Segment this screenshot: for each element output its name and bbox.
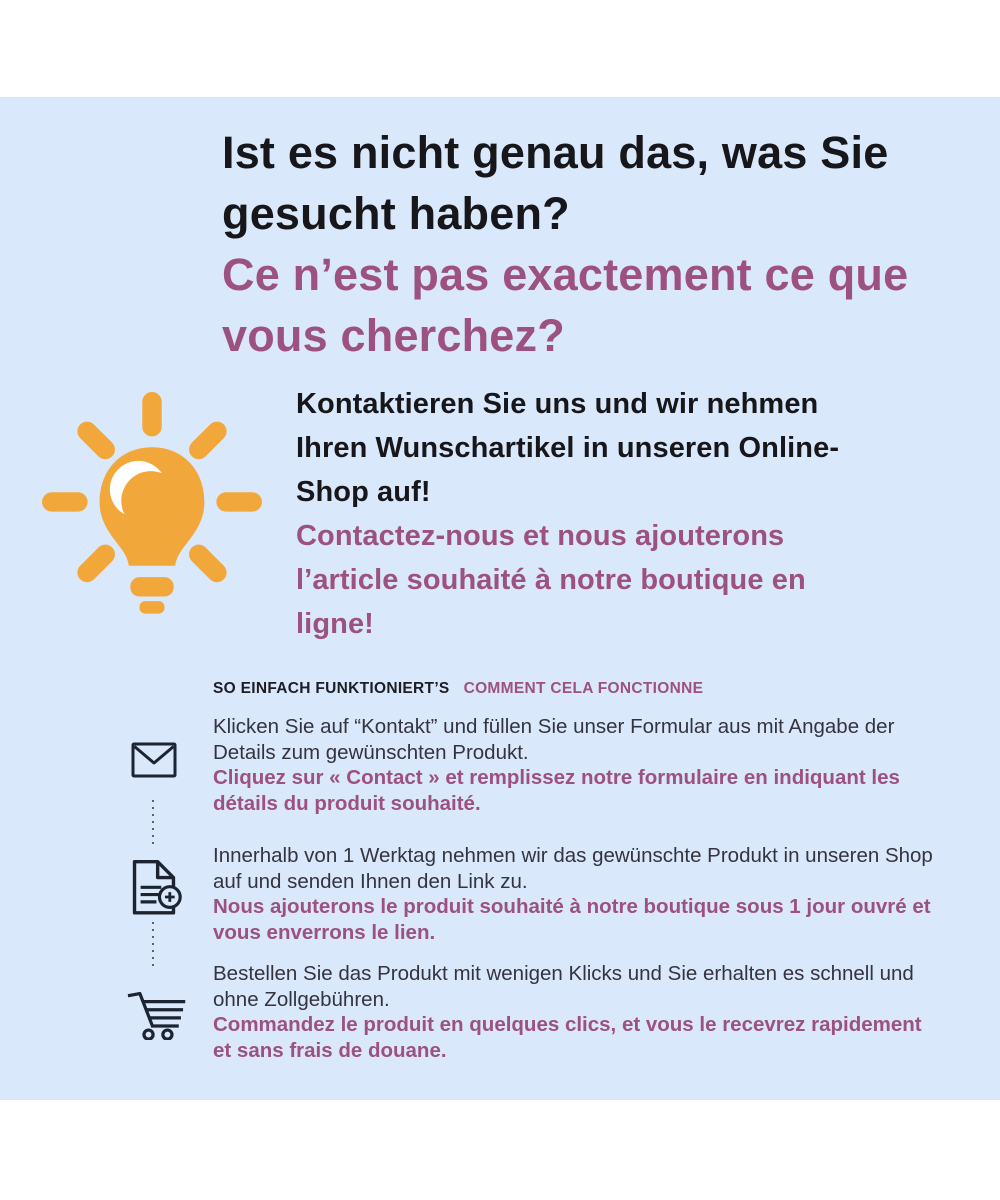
- lightbulb-icon: [38, 388, 266, 625]
- shopping-cart-icon: [122, 986, 188, 1045]
- envelope-icon: [131, 742, 177, 783]
- step-text-german: Innerhalb von 1 Werktag nehmen wir das gewünschte Produkt in unseren Shop auf und senden Ihnen den Link zu.: [213, 844, 933, 893]
- intro-german: Kontaktieren Sie uns und wir nehmen Ihren Wunschartikel in unseren Online-Shop auf!: [296, 388, 840, 508]
- step-text-french: Cliquez sur « Contact » et remplissez notre formulaire en indiquant les détails du produit souhaité.: [213, 766, 900, 815]
- page-title: [222, 122, 942, 366]
- page-title-french: Ce n’est pas exactement ce que vous cherchez?: [222, 249, 909, 361]
- step-text-french: Commandez le produit en quelques clics, et vous le recevrez rapidement et sans frais de douane.: [213, 1013, 922, 1062]
- step-text-german: Bestellen Sie das Produkt mit wenigen Klicks und Sie erhalten es schnell und ohne Zollgebühren.: [213, 962, 914, 1011]
- step-item-order: [213, 961, 935, 1063]
- how-it-works-title: [213, 680, 703, 698]
- document-add-icon: [126, 858, 182, 924]
- how-it-works-title-german: SO EINFACH FUNKTIONIERT’S: [213, 680, 450, 697]
- dotted-connector: [152, 922, 154, 968]
- how-it-works-title-french: COMMENT CELA FONCTIONNE: [463, 680, 704, 697]
- intro-french: Contactez-nous et nous ajouterons l’article souhaité à notre boutique en ligne!: [296, 520, 806, 640]
- dotted-connector: [152, 800, 154, 844]
- step-text-french: Nous ajouterons le produit souhaité à notre boutique sous 1 jour ouvré et vous enverrons le lien.: [213, 895, 931, 944]
- page-title-german: Ist es nicht genau das, was Sie gesucht haben?: [222, 127, 889, 239]
- step-item-listing: [213, 843, 935, 945]
- step-item-contact: [213, 714, 935, 816]
- intro-text: [296, 382, 886, 646]
- step-text-german: Klicken Sie auf “Kontakt” und füllen Sie unser Formular aus mit Angabe der Details zum gewünschten Produkt.: [213, 715, 895, 764]
